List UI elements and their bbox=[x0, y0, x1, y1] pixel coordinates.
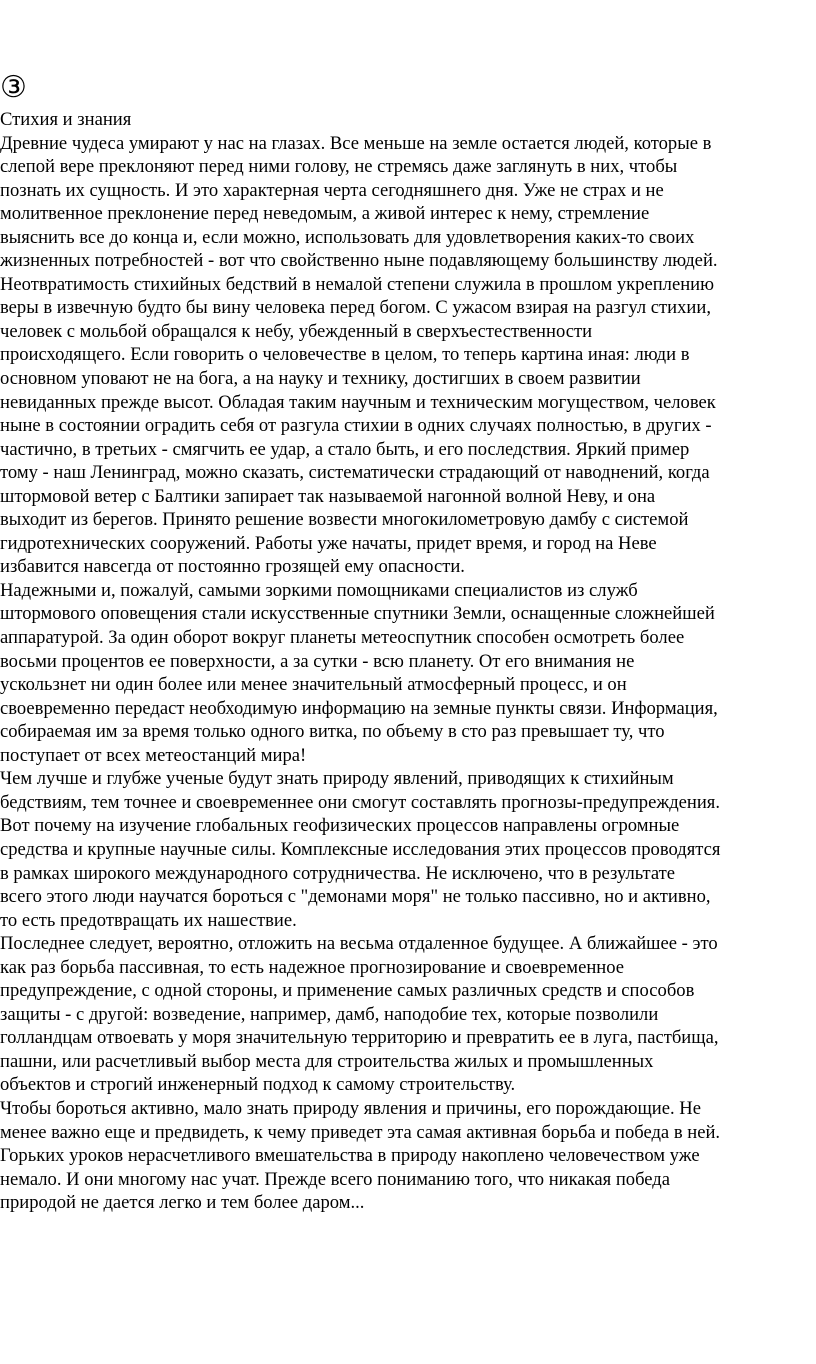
text-line: Древние чудеса умирают у нас на глазах. Все меньше на земле остается людей, которые в bbox=[0, 132, 712, 154]
text-line: Надежными и, пожалуй, самыми зоркими помощниками специалистов из служб bbox=[0, 579, 638, 601]
text-line: менее важно еще и предвидеть, к чему приведет эта самая активная борьба и победа в ней. bbox=[0, 1121, 721, 1143]
text-line: восьми процентов ее поверхности, а за сутки - всю планету. От его внимания не bbox=[0, 650, 635, 672]
text-line: молитвенное преклонение перед неведомым, а живой интерес к нему, стремление bbox=[0, 203, 650, 225]
text-line: выяснить все до конца и, если можно, использовать для удовлетворения каких-то своих bbox=[0, 226, 695, 248]
text-line: избавится навсегда от постоянно грозящей ему опасности. bbox=[0, 556, 465, 578]
text-line: Последнее следует, вероятно, отложить на весьма отдаленное будущее. А ближайшее - это bbox=[0, 933, 718, 955]
text-line: основном уповают не на бога, а на науку и технику, достигших в своем развитии bbox=[0, 368, 641, 390]
text-line: объектов и строгий инженерный подход к самому строительству. bbox=[0, 1074, 516, 1096]
text-line: невиданных прежде высот. Обладая таким научным и техническим могуществом, человек bbox=[0, 391, 716, 413]
text-line: выходит из берегов. Принято решение возвести многокилометровую дамбу с системой bbox=[0, 509, 689, 531]
text-line: защиты - с другой: возведение, например, дамб, наподобие тех, которые позволили bbox=[0, 1003, 659, 1025]
body-text bbox=[0, 132, 816, 1215]
text-line: Неотвратимость стихийных бедствий в немалой степени служила в прошлом укреплению bbox=[0, 273, 715, 295]
text-line: предупреждение, с одной стороны, и применение самых различных средств и способов bbox=[0, 980, 695, 1002]
text-line: частично, в третьих - смягчить ее удар, а стало быть, и его последствия. Яркий пример bbox=[0, 438, 690, 460]
text-line: Горьких уроков нерасчетливого вмешательства в природу накоплено человечеством уже bbox=[0, 1145, 700, 1167]
text-line: собираемая им за время только одного витка, по объему в сто раз превышает ту, что bbox=[0, 721, 665, 743]
text-line: пашни, или расчетливый выбор места для строительства жилых и промышленных bbox=[0, 1050, 654, 1072]
text-line: в рамках широкого международного сотрудничества. Не исключено, что в результате bbox=[0, 862, 676, 884]
text-line: гидротехнических сооружений. Работы уже начаты, придет время, и город на Неве bbox=[0, 532, 657, 554]
text-line: познать их сущность. И это характерная черта сегодняшнего дня. Уже не страх и не bbox=[0, 179, 664, 201]
text-line: как раз борьба пассивная, то есть надежное прогнозирование и своевременное bbox=[0, 956, 625, 978]
text-line: Вот почему на изучение глобальных геофизических процессов направлены огромные bbox=[0, 815, 680, 837]
text-line: жизненных потребностей - вот что свойственно ныне подавляющему большинству людей. bbox=[0, 250, 718, 272]
text-line: тому - наш Ленинград, можно сказать, систематически страдающий от наводнений, когда bbox=[0, 462, 710, 484]
text-line: немало. И они многому нас учат. Прежде всего пониманию того, что никакая победа bbox=[0, 1168, 671, 1190]
document-body bbox=[0, 108, 816, 1215]
text-line: штормовой ветер с Балтики запирает так называемой нагонной волной Неву, и она bbox=[0, 485, 656, 507]
text-line: поступает от всех метеостанций мира! bbox=[0, 744, 307, 766]
text-line: аппаратурой. За один оборот вокруг планеты метеоспутник способен осмотреть более bbox=[0, 627, 685, 649]
text-line: Чтобы бороться активно, мало знать природу явления и причины, его порождающие. Не bbox=[0, 1097, 701, 1119]
circled-number-marker: ③ bbox=[0, 70, 27, 105]
text-line: ускользнет ни один более или менее значительный атмосферный процесс, и он bbox=[0, 674, 627, 696]
text-line: штормового оповещения стали искусственные спутники Земли, оснащенные сложнейшей bbox=[0, 603, 715, 625]
text-line: веры в извечную будто бы вину человека перед богом. С ужасом взирая на разгул стихии, bbox=[0, 297, 711, 319]
text-line: то есть предотвращать их нашествие. bbox=[0, 909, 297, 931]
text-line: Чем лучше и глубже ученые будут знать природу явлений, приводящих к стихийным bbox=[0, 768, 674, 790]
text-line: средства и крупные научные силы. Комплексные исследования этих процессов проводятся bbox=[0, 838, 721, 860]
text-line: своевременно передаст необходимую информацию на земные пункты связи. Информация, bbox=[0, 697, 718, 719]
text-line: человек с мольбой обращался к небу, убежденный в сверхъестественности bbox=[0, 320, 593, 342]
text-line: природой не дается легко и тем более даром... bbox=[0, 1192, 365, 1214]
text-line: ныне в состоянии оградить себя от разгула стихии в одних случаях полностью, в других - bbox=[0, 415, 712, 437]
text-line: происходящего. Если говорить о человечестве в целом, то теперь картина иная: люди в bbox=[0, 344, 690, 366]
text-line: всего этого люди научатся бороться с "демонами моря" не только пассивно, но и активно, bbox=[0, 886, 711, 908]
text-line: слепой вере преклоняют перед ними голову, не стремясь даже заглянуть в них, чтобы bbox=[0, 156, 678, 178]
document-title: Стихия и знания bbox=[0, 109, 132, 130]
text-line: бедствиям, тем точнее и своевременнее они смогут составлять прогнозы-предупреждения. bbox=[0, 791, 721, 813]
text-line: голландцам отвоевать у моря значительную территорию и превратить ее в луга, пастбища, bbox=[0, 1027, 719, 1049]
